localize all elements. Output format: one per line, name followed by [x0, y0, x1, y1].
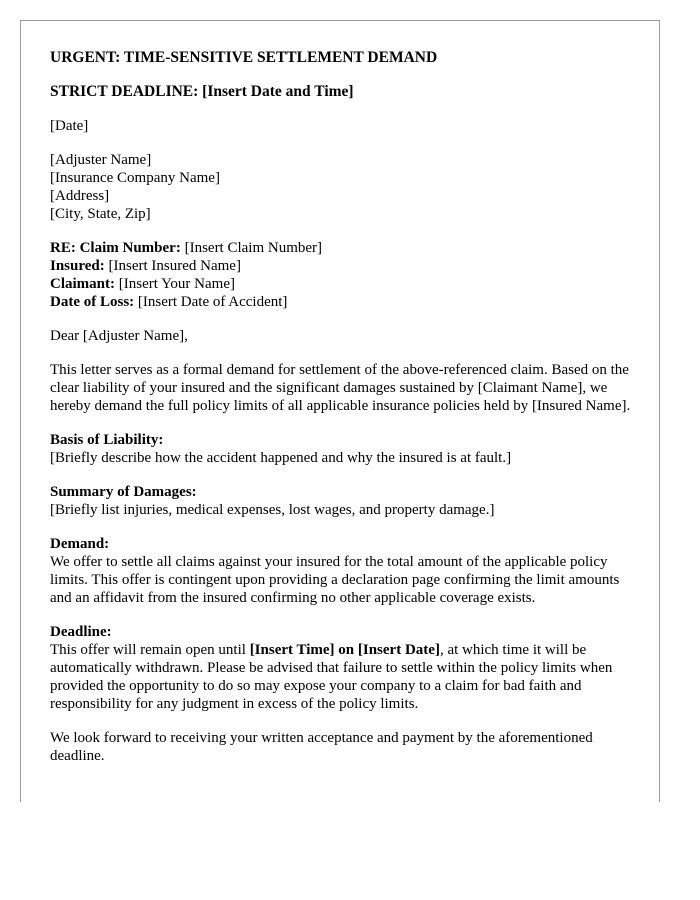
letter-body	[50, 49, 632, 765]
demand-heading: Demand:	[50, 536, 110, 552]
liability-text: [Briefly describe how the accident happened and why the insured is at fault.]	[50, 450, 512, 466]
recipient-address: [Address]	[50, 188, 110, 204]
re-loss-line	[50, 293, 632, 311]
re-loss-value: [Insert Date of Accident]	[134, 294, 288, 310]
deadline-section	[50, 623, 632, 713]
deadline-heading: STRICT DEADLINE: [Insert Date and Time]	[50, 83, 354, 100]
letter-date: [Date]	[50, 118, 89, 134]
recipient-adjuster: [Adjuster Name]	[50, 152, 152, 168]
intro-paragraph: This letter serves as a formal demand for settlement of the above-referenced claim. Based on the clear liability of your insured and the significant damages sustained by [Claimant Name], we hereby demand the full policy limits of all applicable insurance policies held by [Insured Name].	[50, 362, 631, 414]
re-claimant-label: Claimant:	[50, 276, 115, 292]
deadline-section-heading: Deadline:	[50, 624, 112, 640]
letter-heading: URGENT: TIME-SENSITIVE SETTLEMENT DEMAND	[50, 49, 438, 66]
closing-paragraph: We look forward to receiving your written acceptance and payment by the aforementioned deadline.	[50, 730, 593, 764]
deadline-time-date: [Insert Time] on [Insert Date]	[249, 642, 440, 658]
recipient-company: [Insurance Company Name]	[50, 170, 220, 186]
damages-section	[50, 483, 632, 519]
recipient-block	[50, 151, 632, 223]
re-insured-value: [Insert Insured Name]	[104, 258, 241, 274]
re-loss-label: Date of Loss:	[50, 294, 135, 310]
re-insured-line	[50, 257, 632, 275]
re-claim-label: RE: Claim Number:	[50, 240, 181, 256]
demand-text: We offer to settle all claims against your insured for the total amount of the applicable policy limits. This offer is contingent upon providing a declaration page confirming the limit amounts and an affidavit from the insured confirming no other applicable coverage exists.	[50, 554, 620, 606]
demand-section	[50, 535, 632, 607]
re-claim-line	[50, 239, 632, 257]
damages-text: [Briefly list injuries, medical expenses, lost wages, and property damage.]	[50, 502, 495, 518]
deadline-text-after: , at which time it will be automatically withdrawn. Please be advised that failure to settle within the policy limits when provided the opportunity to do so may expose your company to a claim for bad faith and responsibility for any judgment in excess of the policy limits.	[50, 642, 613, 712]
re-claimant-line	[50, 275, 632, 293]
recipient-city: [City, State, Zip]	[50, 206, 151, 222]
deadline-text-before: This offer will remain open until	[50, 642, 250, 658]
letter-page	[20, 20, 660, 802]
re-insured-label: Insured:	[50, 258, 105, 274]
re-claimant-value: [Insert Your Name]	[115, 276, 235, 292]
damages-heading: Summary of Damages:	[50, 484, 197, 500]
salutation: Dear [Adjuster Name],	[50, 328, 188, 344]
liability-heading: Basis of Liability:	[50, 432, 164, 448]
re-block	[50, 239, 632, 311]
deadline-text	[50, 641, 632, 713]
re-claim-value: [Insert Claim Number]	[180, 240, 323, 256]
liability-section	[50, 431, 632, 467]
